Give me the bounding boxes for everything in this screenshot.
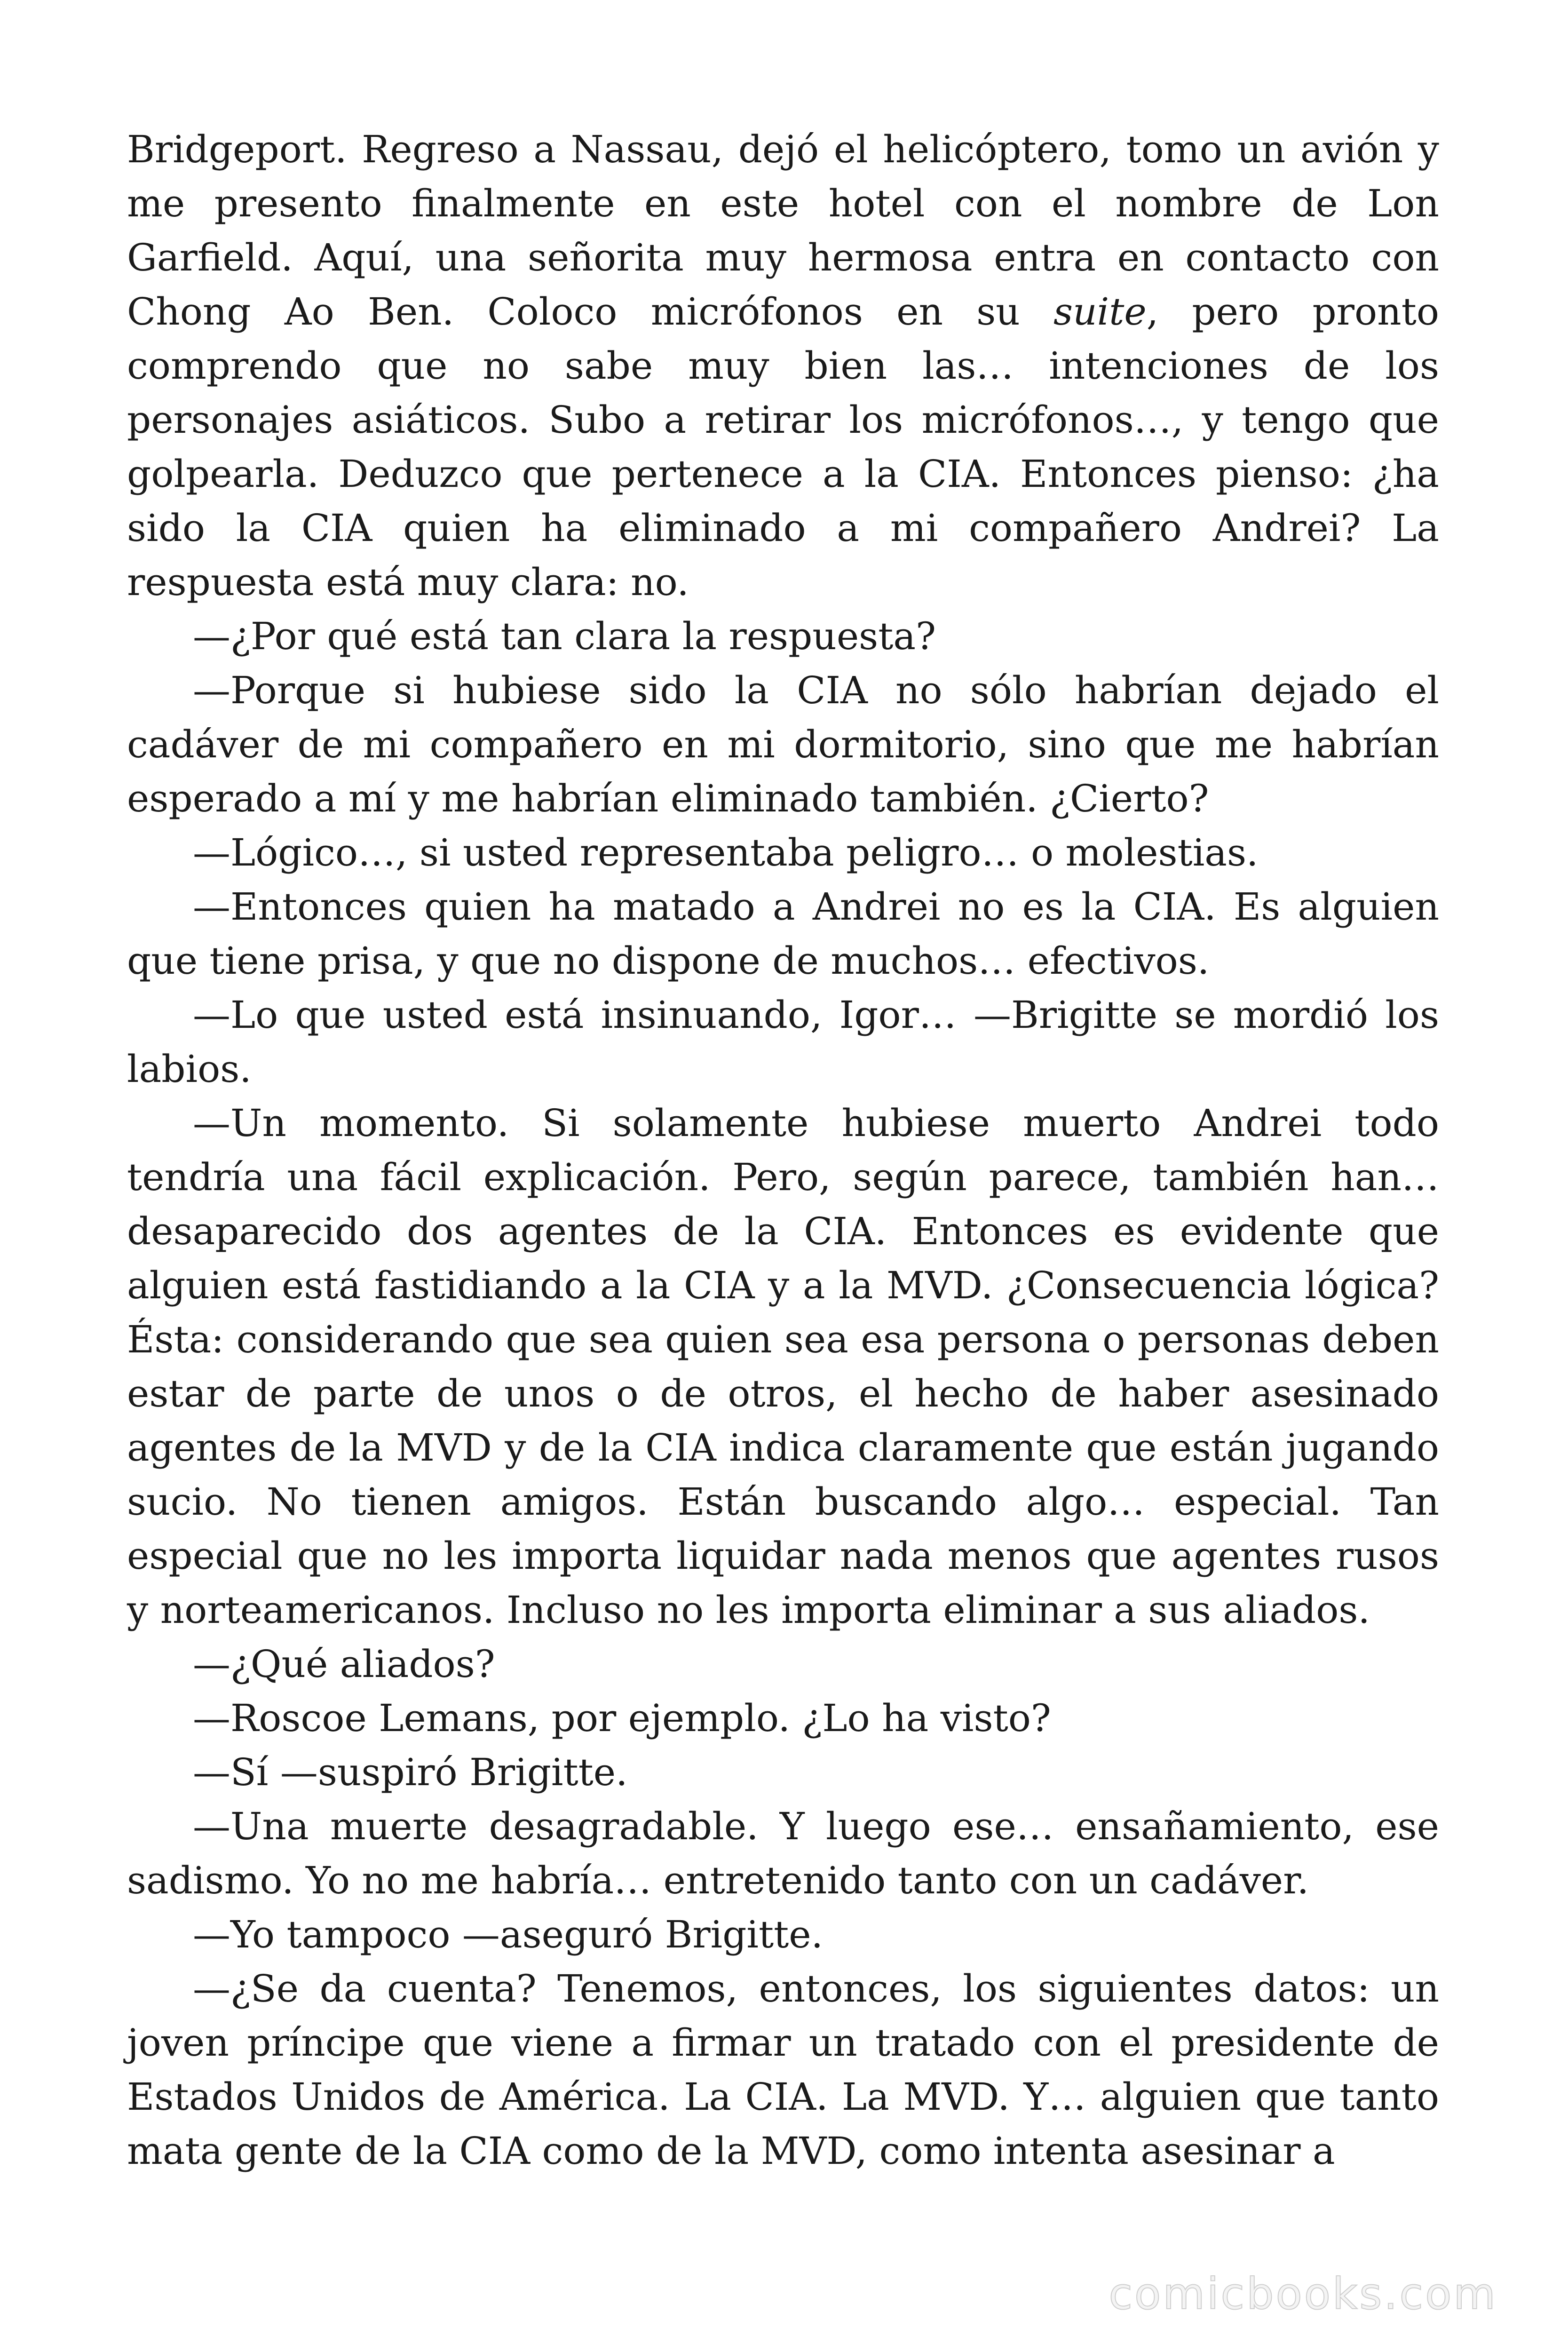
paragraph [127, 122, 1439, 609]
paragraph: —Lógico…, si usted representaba peligro… o molestias. [193, 831, 1259, 874]
paragraph: —Roscoe Lemans, por ejemplo. ¿Lo ha visto? [193, 1696, 1051, 1740]
paragraph: —¿Se da cuenta? Tenemos, entonces, los siguientes datos: un joven príncipe que viene a firmar un tratado con el presidente de Estados Unidos de América. La CIA. La MVD. Y… alguien que tanto mata gente de la CIA como de la MVD, como intenta asesinar a [127, 1967, 1439, 2173]
page-body [127, 122, 1439, 2178]
paragraph: —Porque si hubiese sido la CIA no sólo habrían dejado el cadáver de mi compañero en mi dormitorio, sino que me habrían esperado a mí y me habrían eliminado también. ¿Cierto? [127, 668, 1439, 820]
paragraph: —Yo tampoco —aseguró Brigitte. [193, 1913, 824, 1956]
paragraph: —Una muerte desagradable. Y luego ese… ensañamiento, ese sadismo. Yo no me habría… entretenido tanto con un cadáver. [127, 1804, 1439, 1902]
paragraph-text: Bridgeport. Regreso a Nassau, dejó el helicóptero, tomo un avión y me presento finalmente en este hotel con el nombre de Lon Garfield. Aquí, una señorita muy hermosa entra en contacto con Chong Ao Ben. Coloco micrófonos en su [127, 127, 1439, 334]
paragraph-text: , pero pronto comprendo que no sabe muy bien las… intenciones de los personajes asiáticos. Subo a retirar los micrófonos…, y tengo que golpearla. Deduzco que pertenece a la CIA. Entonces pienso: ¿ha sido la CIA quien ha eliminado a mi compañero Andrei? La respuesta está muy clara: no. [127, 290, 1440, 604]
paragraph: —Sí —suspiró Brigitte. [193, 1750, 628, 1794]
paragraph: —¿Por qué está tan clara la respuesta? [193, 614, 936, 658]
paragraph: —Entonces quien ha matado a Andrei no es la CIA. Es alguien que tiene prisa, y que no dispone de muchos… efectivos. [127, 885, 1439, 983]
paragraph: —Lo que usted está insinuando, Igor… —Brigitte se mordió los labios. [127, 993, 1439, 1091]
watermark: comicbooks.com [1109, 2269, 1497, 2319]
paragraph: —Un momento. Si solamente hubiese muerto Andrei todo tendría una fácil explicación. Pero, según parece, también han… desaparecido dos agentes de la CIA. Entonces es evidente que alguien está fastidiando a la CIA y a la MVD. ¿Consecuencia lógica? Ésta: considerando que sea quien sea esa persona o personas deben estar de parte de unos o de otros, el hecho de haber asesinado agentes de la MVD y de la CIA indica claramente que están jugando sucio. No tienen amigos. Están buscando algo… especial. Tan especial que no les importa liquidar nada menos que agentes rusos y norteamericanos. Incluso no les importa eliminar a sus aliados. [127, 1101, 1439, 1632]
paragraph: —¿Qué aliados? [193, 1642, 495, 1686]
italic-word: suite [1053, 290, 1147, 334]
